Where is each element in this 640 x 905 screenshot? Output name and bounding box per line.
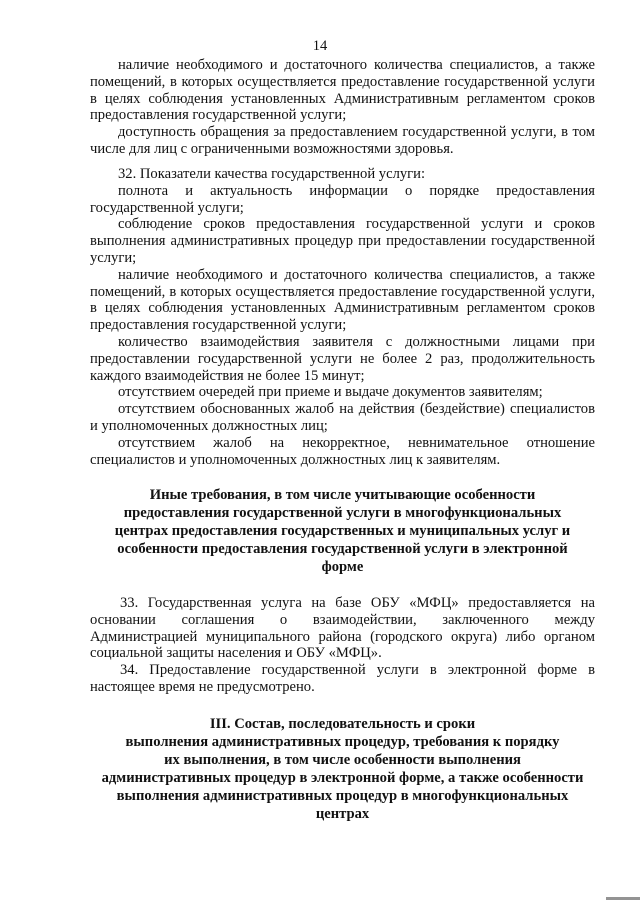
heading-line: Иные требования, в том числе учитывающие особенности (149, 487, 536, 503)
list-item: наличие необходимого и достаточного количества специалистов, а также помещений, в которых осуществляется предоставление государственной услуги в целях соблюдения установленных Административным регламентом сроков предоставления государственной услуги; (90, 57, 595, 124)
list-item: соблюдение сроков предоставления государственной услуги и сроков выполнения административных процедур при предоставлении государственной услуги; (90, 216, 595, 266)
list-item: количество взаимодействия заявителя с должностными лицами при предоставлении государственной услуги не более 2 раз, продолжительность каждого взаимодействия не более 15 минут; (90, 333, 595, 384)
heading-line: предоставления государственной услуги в многофункциональных (123, 505, 562, 521)
list-item: отсутствием жалоб на некорректное, невнимательное отношение специалистов и уполномоченных должностных лиц к заявителям. (90, 434, 595, 468)
paragraph-33: 33. Государственная услуга на базе ОБУ «МФЦ» предоставляется на основании соглашения о взаимодействии, заключенного между Администрацией муниципального района (городского округа) либо органом социальной защиты населения и ОБУ «МФЦ». (90, 595, 595, 662)
paragraph-34: 34. Предоставление государственной услуги в электронной форме в настоящее время не предусмотрено. (90, 662, 595, 695)
quality-section (90, 166, 595, 468)
list-item: доступность обращения за предоставлением государственной услуги, в том числе для лиц с ограниченными возможностями здоровья. (90, 124, 595, 157)
list-item: наличие необходимого и достаточного количества специалистов, а также помещений, в которых осуществляется предоставление государственной услуги, в целях соблюдения установленных Административным регламентом сроков предоставления государственной услуги; (90, 266, 595, 334)
heading-line: особенности предоставления государственной услуги в электронной (117, 541, 568, 557)
paragraph-32-title: 32. Показатели качества государственной услуги: (118, 166, 426, 182)
heading-line: центрах (315, 806, 370, 822)
scan-edge-mark (606, 897, 640, 900)
heading-line: выполнения административных процедур, требования к порядку (125, 734, 560, 750)
heading-line: выполнения административных процедур в многофункциональных (116, 788, 569, 804)
section-heading-other-requirements (90, 486, 595, 576)
list-item: отсутствием очередей при приеме и выдаче документов заявителям; (118, 384, 543, 401)
page-number: 14 (312, 38, 328, 54)
paragraphs-33-34 (90, 595, 595, 696)
heading-line: административных процедур в электронной форме, а также особенности (101, 770, 584, 786)
list-item: полнота и актуальность информации о порядке предоставления государственной услуги; (90, 182, 595, 216)
list-item: отсутствием обоснованных жалоб на действия (бездействие) специалистов и уполномоченных должностных лиц; (90, 401, 595, 434)
heading-line: их выполнения, в том числе особенности выполнения (164, 752, 521, 768)
heading-line: форме (321, 559, 364, 575)
heading-line: центрах предоставления государственных и муниципальных услуг и (114, 523, 571, 539)
list-top (90, 57, 595, 158)
section-heading-iii (90, 715, 595, 823)
heading-line: III. Состав, последовательность и сроки (209, 716, 476, 732)
